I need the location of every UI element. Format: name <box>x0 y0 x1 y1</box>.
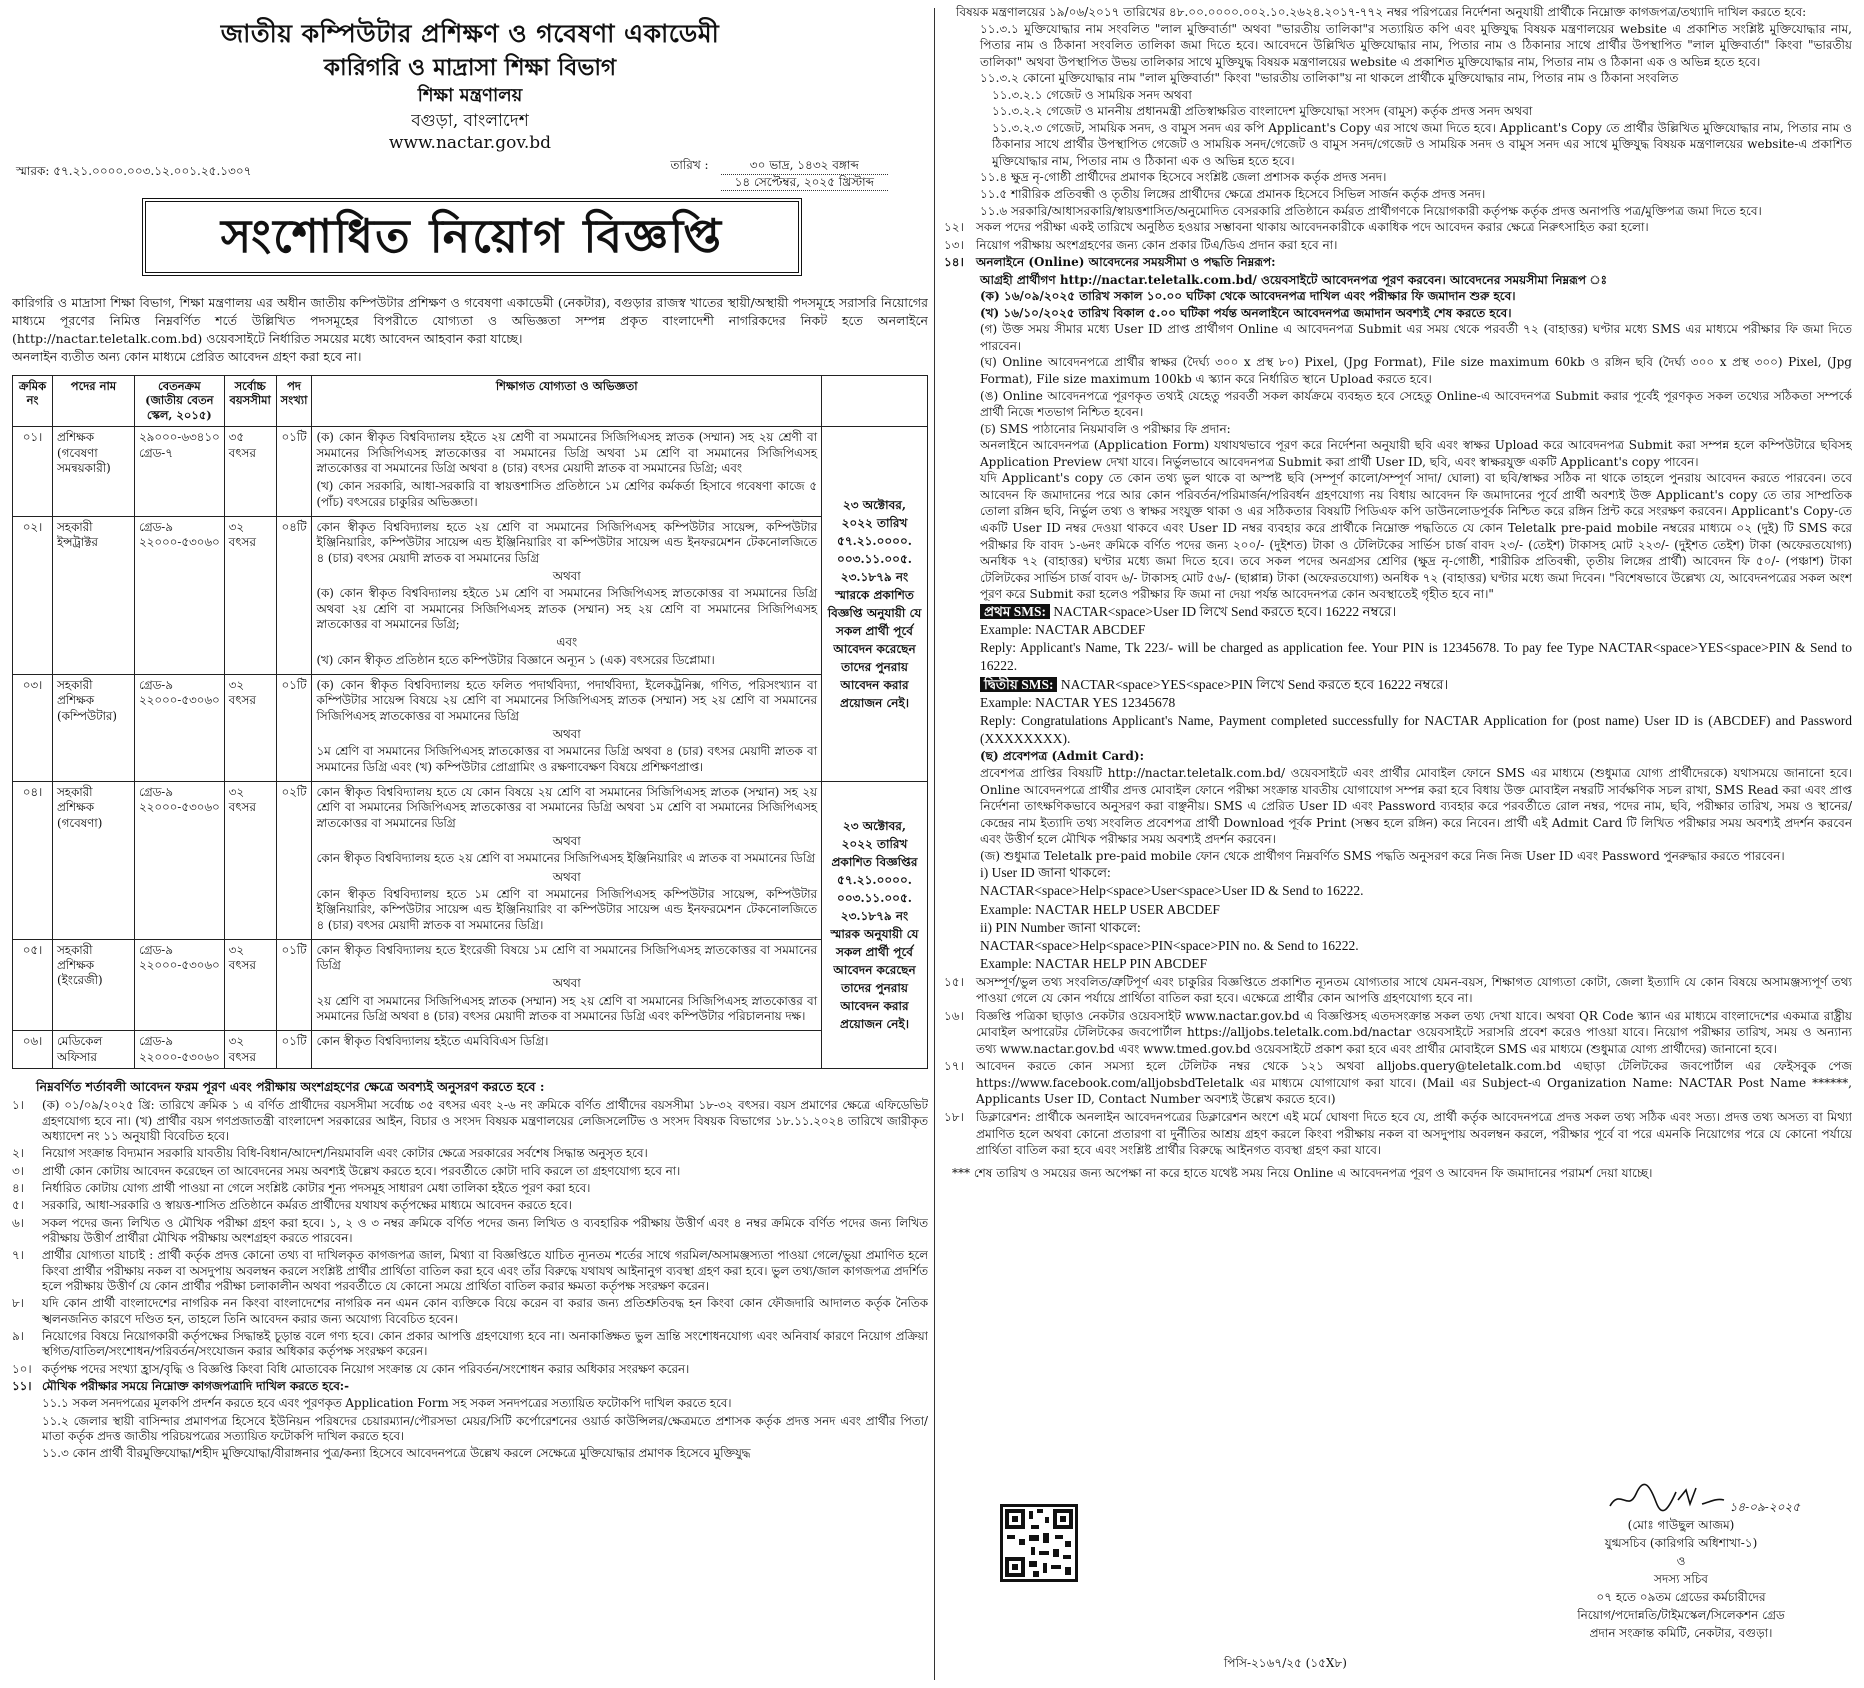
condition-number: ১১। <box>12 1378 32 1393</box>
pay-scale-cell: গ্রেড-৯ ২২০০০-৫৩০৬০ <box>135 516 225 674</box>
signature-block <box>1546 1482 1816 1642</box>
sms2-line: দ্বিতীয় SMS: NACTAR<space>YES<space>PIN লিখে Send করতে হবে 16222 নম্বরে। <box>944 676 1852 694</box>
retrieve-pin-cmd: NACTAR<space>Help<space>PIN<space>PIN no. & Send to 16222. <box>980 938 1359 954</box>
document-requirement: ১১.৩.২.২ গেজেট ও মাননীয় প্রধানমন্ত্রী প্রতিস্বাক্ষরিত বাংলাদেশ মুক্তিযোদ্ধা সংসদ (বামুস) কর্তৃক প্রদত্ত সনদ অথবা <box>992 104 1533 119</box>
signatory-role-line-2: ০৭ হতে ০৯তম গ্রেডের কর্মচারীদের <box>1596 1590 1766 1604</box>
retrieve-user-id: i) User ID জানা থাকলে: <box>980 865 1111 881</box>
application-step: (ঘ) Online আবেদনপত্রে প্রার্থীর স্বাক্ষর (দৈর্ঘ্য ৩০০ x প্রস্থ ৮০) Pixel, (Jpg Format), File size maximum 60kb ও রঙ্গিন ছবি (দৈর্ঘ্য ৩০০ x প্রস্থ ৩০০) Pixel, (Jpg Format), File size maximum 100kb এ স্ক্যান করে নির্ধারিত স্থানে Upload করতে হবে। <box>980 355 1852 387</box>
qualification-line: কোন স্বীকৃত বিশ্ববিদ্যালয় হইতে এমবিবিএস ডিগ্রি। <box>316 1034 549 1049</box>
document-requirement: ১১.৪ ক্ষুদ্র নৃ-গোষ্ঠী প্রার্থীদের প্রমাণক হিসেবে সংশ্লিষ্ট জেলা প্রশাসক কর্তৃক প্রদত্ত সনদ। <box>980 170 1387 185</box>
condition-item <box>12 1362 928 1377</box>
age-limit-cell: ৩২ বৎসর <box>224 781 276 939</box>
post-name-cell: মেডিকেল অফিসার <box>53 1031 135 1069</box>
condition-number: ২। <box>12 1146 24 1161</box>
post-count-cell: ০১টি <box>276 1031 312 1069</box>
item-12: ১২। সকল পদের পরীক্ষা একই তারিখে অনুষ্ঠিত হওয়ার সম্ভাবনা থাকায় আবেদনকারীকে একাধিক পদে আবেদন করার ক্ষেত্রে নিরুৎসাহিত করা হলো। <box>944 220 1649 235</box>
qualification-line: ১ম শ্রেণি বা সমমানের সিজিপিএসহ স্নাতকোত্তর বা সমমানের ডিগ্রি অথবা ৪ (চার) বৎসর মেয়াদী স্নাতক বা সমমানের ডিগ্রি এবং (খ) কম্পিউটার প্রোগ্রামিং ও রক্ষণাবেক্ষণ বিষয়ে প্রশিক্ষণপ্রাপ্ত। <box>316 744 817 774</box>
serial-cell: ০৬। <box>13 1031 53 1069</box>
item-17: ১৭। আবেদন করতে কোন সমস্যা হলে টেলিটক নম্বর থেকে ১২১ অথবা alljobs.query@teletalk.com.bd এছাড়া টেলিটকের জবপোর্টাল এর ফেইসবুক পেজ https://www.facebook.com/alljobsbdTeletalk এর মাধ্যমে যোগাযোগ করা যাবে। (Mail এর Subject-এ Organization Name: NACTAR Post Name ******, Applicants User ID, Contact Number অবশ্যই উল্লেখ করতে হবে।) <box>944 1059 1852 1107</box>
date-bangla: ৩০ ভাদ্র, ১৪৩২ বঙ্গাব্দ <box>721 158 888 175</box>
conditions-heading: নিম্নবর্ণিত শর্তাবলী আবেদন ফরম পূরণ এবং পরীক্ষায় অংশগ্রহণের ক্ষেত্রে অবশ্যই অনুসরণ করতে হবে : <box>36 1079 545 1095</box>
post-count-cell: ০২টি <box>276 781 312 939</box>
qualification-line: ২য় শ্রেণি বা সমমানের সিজিপিএসহ স্নাতক (সম্মান) সহ ২য় শ্রেণি বা সমমানের সিজিপিএসহ স্নাতকোত্তর বা সমমানের ডিগ্রি অথবা ৪ (চার) বৎসর মেয়াদী স্নাতক বা সমমানের ডিগ্রি এবং কম্পিউটার পরিচালনায় দক্ষ। <box>316 993 817 1024</box>
note-cell-1: ২৩ অক্টোবর, ২০২২ তারিখ ৫৭.২১.০০০০. ০০৩.১১.০০৫. ২৩.১৮৭৯ নং স্মারকে প্রকাশিত বিজ্ঞপ্তি অনুযায়ী যে সকল প্রার্থী পূর্বে আবেদন করেছেন তাদের পুনরায় আবেদন করার প্রয়োজন নেই। <box>822 427 928 782</box>
condition-subitem: ১১.২ জেলার স্থায়ী বাসিন্দার প্রমাণপত্র হিসেবে ইউনিয়ন পরিষদের চেয়ারম্যান/পৌরসভা মেয়র/সিটি কর্পোরেশনের ওয়ার্ড কাউন্সিলর/ক্ষেত্রমতে প্রশাসক কর্তৃক প্রদত্ত সনদ এবং প্রার্থীর পিতা/মাতা কর্তৃক প্রদত্ত জাতীয় পরিচয়পত্রের সত্যায়িত ফটোকপি দাখিল করতে হবে। <box>42 1413 928 1443</box>
print-reference: পিসি-২১৬৭/২৫ (১৫X৮) <box>1224 1656 1347 1670</box>
signature-date: ১৪-০৯-২০২৫ <box>1729 1500 1800 1514</box>
pay-scale-cell: গ্রেড-৯ ২২০০০-৫৩০৬০ <box>135 781 225 939</box>
qualification-cell <box>312 516 822 674</box>
condition-text: প্রার্থী কোন কোটায় আবেদন করেছেন তা আবেদনের সময় অবশ্যই উল্লেখ করতে হবে। পরবর্তীতে কোটা দাবি করলে তা গ্রহণযোগ্য হবে না। <box>42 1163 681 1178</box>
condition-item <box>12 1181 928 1196</box>
qualification-line: (ক) কোন স্বীকৃত বিশ্ববিদ্যালয় হইতে ২য় শ্রেণী বা সমমানের সিজিপিএসহ স্নাতক (সম্মান) সহ ২য় শ্রেণী বা সমমানের সিজিপিএসহ স্নাতকোত্তর বা সমমানের ডিগ্রি অথবা ১ম শ্রেণি বা সমমানের সিজিপিএসহ স্নাতকোত্তর বা সমমানের ডিগ্রি অথবা ৪ (চার) বৎসর মেয়াদী স্নাতক বা সমমানের ডিগ্রি; এবং <box>316 430 817 475</box>
document-requirement: ১১.৩.২.৩ গেজেট, সাময়িক সনদ, ও বামুস সনদ এর কপি Applicant's Copy এর সাথে জমা দিতে হবে। Applicant's Copy তে প্রার্থীর উল্লিখিত মুক্তিযোদ্ধার নাম, পিতার নাম ও ঠিকানার সাথে প্রার্থীর উপস্থাপিত গেজেট ও সাময়িক সনদ/গেজেট ও বামুস সনদ/গেজেট ও সাময়িক সনদ ও বামুস সনদ এর সাথে মুক্তিযুদ্ধ বিষয়ক মন্ত্রণালয়ের website-এ প্রকাশিত মুক্তিযোদ্ধার নাম, পিতার নাম ও ঠিকানা এক ও অভিন্ন হতে হবে। <box>992 120 1852 168</box>
qualification-line: কোন স্বীকৃত বিশ্ববিদ্যালয় হতে ২য় শ্রেণি বা সমমানের সিজিপিএসহ ইঞ্জিনিয়ারিং এ স্নাতক বা সমমানের ডিগ্রি <box>316 851 815 866</box>
post-count-cell: ০১টি <box>276 427 312 517</box>
col-post-count: পদ সংখ্যা <box>276 375 312 427</box>
condition-11-subitems <box>12 1396 928 1461</box>
website: www.nactar.gov.bd <box>388 132 552 153</box>
qualification-line: অথবা <box>552 833 581 848</box>
condition-text: প্রার্থীর যোগ্যতা যাচাই : প্রার্থী কর্তৃক প্রদত্ত কোনো তথ্য বা দাখিলকৃত কাগজপত্র জাল, মিথ্যা বা বিজ্ঞপ্তিতে যাচিত ন্যূনতম শর্তের সাথে গরমিল/অসামঞ্জস্যতা পাওয়া গেলে/ভুয়া প্রমাণিত হলে কিংবা প্রার্থীর পরীক্ষায় নকল বা অসদুপায় অবলম্বন করলে সংশ্লিষ্ট প্রার্থীর প্রার্থিতা বাতিল করা হবে এবং তাঁর বিরুদ্ধে যথাযথ আইনানুগ ব্যবস্থা গ্রহণ করা হবে। ভুল তথ্য/জাল কাগজপত্র প্রদর্শিত হলে পরীক্ষায় উত্তীর্ণ যে কোন প্রার্থীর পরীক্ষা চলাকালীন অথবা পরবর্তীতে যে কোনো সময়ে প্রার্থিতা বাতিল করার ক্ষমতা কর্তৃপক্ষ সংরক্ষণ করেন। <box>42 1248 928 1293</box>
qualification-cell <box>312 1031 822 1069</box>
final-advice: *** শেষ তারিখ ও সময়ের জন্য অপেক্ষা না করে হাতে যথেষ্ট সময় নিয়ে Online এ আবেদনপত্র পূরণ ও আবেদন ফি জমাদানের পরামর্শ দেয়া যাচ্ছে। <box>952 1165 1653 1180</box>
col-post-name: পদের নাম <box>53 375 135 427</box>
col-qualification: শিক্ষাগত যোগ্যতা ও অভিজ্ঞতা <box>312 375 822 427</box>
serial-cell: ০১। <box>13 427 53 517</box>
col-note <box>822 375 928 427</box>
condition-text: কর্তৃপক্ষ পদের সংখ্যা হ্রাস/বৃদ্ধি ও বিজ্ঞপ্তি কিংবা বিধি মোতাবেক নিয়োগ সংক্রান্ত যে কোন পরিবর্তন/সংশোধন করার অধিকার সংরক্ষণ করেন। <box>42 1361 690 1376</box>
ministry-name: শিক্ষা মন্ত্রণালয় <box>417 85 523 107</box>
mofla-paragraph: বিষয়ক মন্ত্রণালয়ের ১৯/০৬/২০১৭ তারিখের ৪৮.০০.০০০০.০০২.১০.২৬২৪.২০১৭-৭৭২ নম্বর পরিপত্রের নির্দেশনা অনুযায়ী প্রার্থীকে নিম্নোক্ত কাগজপত্র/তথ্যাদি দাখিল করতে হবে: <box>956 5 1807 19</box>
date-block <box>670 158 888 191</box>
post-name-cell: সহকারী প্রশিক্ষক (কম্পিউটার) <box>53 674 135 781</box>
condition-item <box>12 1379 928 1394</box>
pay-scale-cell: গ্রেড-৯ ২২০০০-৫৩০৬০ <box>135 1031 225 1069</box>
pay-scale-cell: গ্রেড-৯ ২২০০০-৫৩০৬০ <box>135 939 225 1031</box>
item-15: ১৫। অসম্পূর্ণ/ভুল তথ্য সংবলিত/ত্রুটিপূর্ণ এবং চাকুরির বিজ্ঞপ্তিতে প্রকাশিত ন্যূনতম যোগ্যতার সাথে যেমন-বয়স, শিক্ষাগত যোগ্যতা কোটা, জেলা ইত্যাদি যে কোন বিষয়ে অসামঞ্জস্যপূর্ণ তথ্য পাওয়া গেলে যে কোন পর্যায়ে প্রার্থিতা বাতিল করা হবে। এক্ষেত্রে প্রার্থীর কোন আপত্তি গ্রহণযোগ্য হবে না। <box>944 974 1852 1006</box>
condition-text: নিয়োগ সংক্রান্ত বিদ্যমান সরকারি যাবতীয় বিধি-বিধান/আদেশ/নিয়মাবলি এবং কোটার ক্ষেত্রে সরকারের সর্বশেষ সিদ্ধান্ত অনুসৃত হবে। <box>42 1146 648 1161</box>
application-step: (খ) ১৬/১০/২০২৫ তারিখ বিকাল ৫.০০ ঘটিকা পর্যন্ত অনলাইনে আবেদনপত্র জমাদান অবশ্যই শেষ করতে হবে। <box>980 305 1512 320</box>
condition-number: ১০। <box>12 1361 32 1376</box>
qualification-line: অথবা <box>552 568 581 583</box>
serial-cell: ০২। <box>13 516 53 674</box>
note-cell-2: ২৩ অক্টোবর, ২০২২ তারিখ প্রকাশিত বিজ্ঞপ্তির ৫৭.২১.০০০০. ০০৩.১১.০০৫. ২৩.১৮৭৯ নং স্মারক অনুযায়ী যে সকল প্রার্থী পূর্বে আবেদন করেছেন তাদের পুনরায় আবেদন করার প্রয়োজন নেই। <box>822 781 928 1068</box>
age-limit-cell: ৩২ বৎসর <box>224 939 276 1031</box>
qualification-line: কোন স্বীকৃত বিশ্ববিদ্যালয় হতে ২য় শ্রেণি বা সমমানের সিজিপিএসহ কম্পিউটার সায়েন্স, কম্পিউটার ইঞ্জিনিয়ারিং, কম্পিউটার সায়েন্স এন্ড ইঞ্জিনিয়ারিং বা কম্পিউটার সায়েন্স এন্ড ইনফরমেশন টেকনোলজিতে ৪ (চার) বৎসর মেয়াদী স্নাতক বা সমমানের ডিগ্রি <box>316 519 817 565</box>
pay-scale-cell: ২৯০০০-৬৩৪১০ গ্রেড-৭ <box>135 427 225 517</box>
notice-title: সংশোধিত নিয়োগ বিজ্ঞপ্তি <box>142 198 802 276</box>
retrieve-user-id-example: Example: NACTAR HELP USER ABCDEF <box>980 901 1220 917</box>
post-name-cell: সহকারী প্রশিক্ষক (গবেষণা) <box>53 781 135 939</box>
qr-code[interactable] <box>1000 1504 1078 1582</box>
document-requirement: ১১.৫ শারীরিক প্রতিবন্ধী ও তৃতীয় লিঙ্গের প্রার্থীদের ক্ষেত্রে প্রমানক হিসেবে সিভিল সার্জন কর্তৃক প্রদত্ত সনদ। <box>980 187 1486 202</box>
admit-card-heading: (ছ) প্রবেশপত্র (Admit Card): <box>980 749 1145 764</box>
condition-item <box>12 1146 928 1161</box>
document-requirement: ১১.৩.১ মুক্তিযোদ্ধার নাম সংবলিত "লাল মুক্তিবার্তা" অথবা "ভারতীয় তালিকা"র সত্যায়িত কপি এবং মুক্তিযুদ্ধ বিষয়ক মন্ত্রণালয়ের website এ প্রকাশিত সংশ্লিষ্ট মুক্তিযোদ্ধার নাম, পিতার নাম ও ঠিকানা সংবলিত তালিকা জমা দিতে হবে। আবেদনে উল্লিখিত মুক্তিযোদ্ধার নাম, পিতার নাম ও ঠিকানার সাথে প্রার্থীর উপস্থাপিত "লাল মুক্তিবার্তা" কিংবা "ভারতীয় তালিকা" অথবা উপস্থাপিত উভয় তালিকার সাথে মুক্তিযুদ্ধ বিষয়ক মন্ত্রণালয়ের website এ প্রকাশিত মুক্তিযোদ্ধার নাম, পিতার নাম ও ঠিকানা এক ও অভিন্ন হতে হবে। <box>980 21 1852 69</box>
item-16: ১৬। বিজ্ঞপ্তি পত্রিকা ছাড়াও নেকটার ওয়েবসাইট www.nactar.gov.bd এ বিজ্ঞপ্তিসহ এতদসংক্রান্ত সকল তথ্য দেখা যাবে। অথবা QR Code স্ক্যান এর মাধ্যমে বাংলাদেশের একমাত্র রাষ্ট্রীয় মোবাইল অপারেটর টেলিটকের জবপোর্টাল https://alljobs.teletalk.com.bd/nactar ওয়েবসাইটে সরাসরি প্রবেশ করেও পাওয়া যাবে। নিয়োগ পরীক্ষার তারিখ, সময় ও অন্যান্য তথ্য www.nactar.gov.bd এবং www.tmed.gov.bd ওয়েবসাইটে প্রকাশ করা হবে এবং প্রার্থীর মোবাইলে SMS এর মাধ্যমে (শুধুমাত্র যোগ্য প্রার্থীদের) জানানো হবে। <box>944 1008 1852 1056</box>
qualification-cell <box>312 781 822 939</box>
qualification-cell <box>312 427 822 517</box>
condition-item <box>12 1198 928 1213</box>
post-count-cell: ০৪টি <box>276 516 312 674</box>
col-serial: ক্রমিক নং <box>13 375 53 427</box>
post-name-cell: সহকারী ইন্সট্রাক্টর <box>53 516 135 674</box>
condition-text: নির্ধারিত কোটায় যোগ্য প্রার্থী পাওয়া না গেলে সংশ্লিষ্ট কোটার শূন্য পদসমূহ সাধারণ মেধা তালিকা হইতে পূরণ করা হবে। <box>42 1181 591 1196</box>
intro-paragraph: কারিগরি ও মাদ্রাসা শিক্ষা বিভাগ, শিক্ষা মন্ত্রণালয় এর অধীন জাতীয় কম্পিউটার প্রশিক্ষণ ও গবেষণা একাডেমী (নেকটার), বগুড়ার রাজস্ব খাতের স্থায়ী/অস্থায়ী পদসমূহে সরাসরি নিয়োগের মাধ্যমে পূরণের নিমিত্ত নিম্নবর্ণিত শর্তে উল্লিখিত পদসমূহের বিপরীতে যোগ্যতা ও অভিজ্ঞতা সম্পন্ন প্রকৃত বাংলাদেশী নাগরিকদের নিকট হতে অনলাইনে (http://nactar.teletalk.com.bd) ওয়েবসাইটে নির্ধারিত সময়ের মধ্যে আবেদন আহবান করা যাচ্ছে। <box>12 295 928 347</box>
retrieve-text: (জ) শুধুমাত্র Teletalk pre-paid mobile ফোন থেকে প্রার্থীগণ নিম্নবর্ণিত SMS পদ্ধতি অনুসরণ করে নিজ নিজ User ID এবং Password পুনরুদ্ধার করতে পারবেন। <box>980 848 1785 863</box>
document-requirement: ১১.৩.২.১ গেজেট ও সাময়িক সনদ অথবা <box>992 87 1192 102</box>
condition-item <box>12 1216 928 1247</box>
sms1-example: Example: NACTAR ABCDEF <box>980 621 1146 637</box>
signatory-designation: যুগ্মসচিব (কারিগরি অধিশাখা-১) <box>1604 1536 1758 1550</box>
serial-cell: ০৪। <box>13 781 53 939</box>
sms2-reply: Reply: Congratulations Applicant's Name, Payment completed successfully for NACTAR Application for (post name) User ID is (ABCDEF) and Password (XXXXXXXX). <box>980 713 1852 747</box>
document-requirement: ১১.৩.২ কোনো মুক্তিযোদ্ধার নাম "লাল মুক্তিবার্তা" কিংবা "ভারতীয় তালিকা"য় না থাকলে প্রার্থীকে মুক্তিযোদ্ধার নাম, পিতার নাম ও ঠিকানা সংবলিত <box>980 71 1679 86</box>
signatory-name: (মোঃ গাউছুল আজম) <box>1627 1518 1735 1532</box>
condition-number: ৭। <box>12 1248 24 1263</box>
qualification-line: (ক) কোন স্বীকৃত বিশ্ববিদ্যালয় হইতে ১ম শ্রেণি বা সমমানের সিজিপিএসহ স্নাতকোত্তর বা সমমানের ডিগ্রি অথবা ২য় শ্রেণি বা সমমানের সিজিপিএসহ স্নাতক (সম্মান) সহ ২য় শ্রেণি বা সমমানের সিজিপিএসহ স্নাতকোত্তর বা সমমানের ডিগ্রি; <box>316 586 817 631</box>
qualification-line: অথবা <box>552 976 581 991</box>
qualification-line: কোন স্বীকৃত বিশ্ববিদ্যালয় হতে যে কোন বিষয়ে ২য় শ্রেণি বা সমমানের সিজিপিএসহ স্নাতক (সম্মান) সহ ২য় শ্রেণি বা সমমানের সিজিপিএসহ স্নাতকোত্তর বা সমমানের ডিগ্রি অথবা ১ম শ্রেণি বা সমমানের সিজিপিএসহ স্নাতকোত্তর বা সমমানের ডিগ্রি <box>316 784 817 830</box>
post-name-cell: সহকারী প্রশিক্ষক (ইংরেজী) <box>53 939 135 1031</box>
qualification-line: (খ) কোন সরকারি, আধা-সরকারি বা স্বায়ত্তশাসিত প্রতিষ্ঠানে ১ম শ্রেণির কর্মকর্তা হিসাবে গবেষণা কাজে ৫ (পাঁচ) বৎসরের চাকুরির অভিজ্ঞতা। <box>316 479 817 509</box>
vacancy-table <box>12 375 928 1070</box>
table-header-row <box>13 375 928 427</box>
serial-cell: ০৫। <box>13 939 53 1031</box>
document-requirement: ১১.৬ সরকারি/আধাসরকারি/স্বায়ত্তশাসিত/অনুমোদিত বেসরকারি প্রতিষ্ঠানে কর্মরত প্রার্থীগণকে নিয়োগকারী কর্তৃপক্ষ কর্তৃক প্রদত্ত অনাপত্তি পত্র/মুক্তিপত্র জমা দিতে হবে। <box>980 203 1762 218</box>
intro-note: অনলাইন ব্যতীত অন্য কোন মাধ্যমে প্রেরিত আবেদন গ্রহণ করা হবে না। <box>12 349 362 365</box>
signatory-role-line-3: নিয়োগ/পদোন্নতি/টাইমস্কেল/সিলেকশন গ্রেড <box>1577 1608 1785 1622</box>
col-pay-scale: বেতনক্রম (জাতীয় বেতন স্কেল, ২০১৫) <box>135 375 225 427</box>
table-row <box>13 427 928 517</box>
item-14: ১৪। অনলাইনে (Online) আবেদনের সময়সীমা ও পদ্ধতি নিম্নরূপ: <box>944 255 1276 270</box>
serial-cell: ০৩। <box>13 674 53 781</box>
qualification-line: এবং <box>556 635 578 650</box>
age-limit-cell: ৩২ বৎসর <box>224 1031 276 1069</box>
table-row <box>13 781 928 939</box>
application-step: (ক) ১৬/০৯/২০২৫ তারিখ সকাল ১০.০০ ঘটিকা থেকে আবেদনপত্র দাখিল এবং পরীক্ষার ফি জমাদান শুরু হবে। <box>980 289 1516 304</box>
retrieve-user-id-cmd: NACTAR<space>Help<space>User<space>User ID & Send to 16222. <box>980 883 1364 899</box>
condition-text: মৌখিক পরীক্ষার সময়ে নিম্নোক্ত কাগজপত্রাদি দাখিল করতে হবে:- <box>42 1378 350 1393</box>
condition-text: যদি কোন প্রার্থী বাংলাদেশের নাগরিক নন কিংবা বাংলাদেশের নাগরিক নন এমন কোন ব্যক্তিকে বিয়ে করেন বা করার জন্য প্রতিশ্রুতিবদ্ধ হন কিংবা কোন ফৌজদারি আদালত কর্তৃক নৈতিক স্খলনজনিত কারণে দণ্ডিত হন, তাহলে তিনি আবেদন করার জন্য অযোগ্য বিবেচিত হবেন। <box>42 1296 928 1326</box>
condition-number: ৮। <box>12 1296 24 1311</box>
table-row <box>13 1031 928 1069</box>
condition-text: সকল পদের জন্য লিখিত ও মৌখিক পরীক্ষা গ্রহণ করা হবে। ১, ২ ও ৩ নম্বর ক্রমিকে বর্ণিত পদের জন্য লিখিত ও ব্যবহারিক পরীক্ষায় উত্তীর্ণ এবং ৪ নম্বর ক্রমিকে বর্ণিত পদের জন্য লিখিত পরীক্ষায় উত্তীর্ণ প্রার্থীরা মৌখিক পরীক্ষায় অংশগ্রহণ করতে পারবেন। <box>42 1215 928 1245</box>
condition-item <box>12 1248 928 1294</box>
age-limit-cell: ৩২ বৎসর <box>224 674 276 781</box>
condition-subitem: ১১.৩ কোন প্রার্থী বীরমুক্তিযোদ্ধা/শহীদ মুক্তিযোদ্ধা/বীরাঙ্গনার পুত্র/কন্যা হিসেবে আবেদনপত্রে উল্লেখ করলে সেক্ষেত্রে মুক্তিযোদ্ধার প্রমাণক হিসেবে মুক্তিযুদ্ধ <box>42 1446 751 1461</box>
post-count-cell: ০১টি <box>276 939 312 1031</box>
item-13: ১৩। নিয়োগ পরীক্ষায় অংশগ্রহণের জন্য কোন প্রকার টিএ/ডিএ প্রদান করা হবে না। <box>944 237 1338 252</box>
age-limit-cell: ৩২ বৎসর <box>224 516 276 674</box>
item-18: ১৮। ডিক্লারেশন: প্রার্থীকে অনলাইন আবেদনপত্রের ডিক্লারেশন অংশে এই মর্মে ঘোষণা দিতে হবে যে, প্রার্থী কর্তৃক আবেদনপত্রে প্রদত্ত সকল তথ্য সঠিক এবং সত্য। প্রদত্ত তথ্য অসত্য বা মিথ্যা প্রমাণিত হলে অথবা কোনো প্রতারণা বা দুর্নীতির আশ্রয় গ্রহণ করলে কিংবা পরীক্ষায় নকল বা অসদুপায় অবলম্বন করলে, পরীক্ষার পূর্বে বা পরে এমনকি নিয়োগের পরে যে কোনো পর্যায়ে প্রার্থিতা বাতিল করা হবে এবং সংশ্লিষ্ট প্রার্থীর বিরুদ্ধে আইনগত ব্যবস্থা গ্রহণ করা যাবে। <box>944 1109 1852 1158</box>
signatory-role: সদস্য সচিব <box>1654 1572 1708 1586</box>
location: বগুড়া, বাংলাদেশ <box>411 110 529 131</box>
sms1-tag: প্রথম SMS: <box>980 604 1050 619</box>
condition-number: ৪। <box>12 1181 24 1196</box>
table-row <box>13 516 928 674</box>
qualification-line: (খ) কোন স্বীকৃত প্রতিষ্ঠান হতে কম্পিউটার বিজ্ঞানে অন্যূন ১ (এক) বৎসরের ডিপ্লোমা। <box>316 652 715 667</box>
sms2-example: Example: NACTAR YES 12345678 <box>980 694 1176 710</box>
condition-item <box>12 1329 928 1360</box>
application-step: (ঙ) Online আবেদনপত্রে পূরণকৃত তথ্যই যেহেতু পরবর্তী সকল কার্যক্রমে ব্যবহৃত হবে সেহেতু Online-এ আবেদনপত্র Submit করার পূর্বেই পূরণকৃত সকল তথ্যের সঠিকতা সম্পর্কে প্রার্থী নিজে শতভাগ নিশ্চিত হবেন। <box>980 388 1852 420</box>
condition-text: সরকারি, আধা-সরকারি ও স্বায়ত্ত-শাসিত প্রতিষ্ঠানে কর্মরত প্রার্থীদের যথাযথ কর্তৃপক্ষের মাধ্যমে আবেদন করতে হবে। <box>42 1198 572 1213</box>
org-name: জাতীয় কম্পিউটার প্রশিক্ষণ ও গবেষণা একাডেমী <box>220 19 720 48</box>
condition-item <box>12 1296 928 1327</box>
qualification-cell <box>312 674 822 781</box>
signatory-role-line-4: প্রদান সংক্রান্ত কমিটি, নেকটার, বগুড়া। <box>1589 1626 1773 1640</box>
signature <box>1546 1482 1816 1516</box>
memo-number: স্মারক: ৫৭.২১.০০০০.০০৩.১২.০০১.২৫.১৩০৭ <box>16 164 252 178</box>
condition-number: ১। <box>12 1098 24 1113</box>
post-count-cell: ০১টি <box>276 674 312 781</box>
condition-item <box>12 1164 928 1179</box>
qr-code-icon <box>1003 1507 1075 1579</box>
qualification-line: (ক) কোন স্বীকৃত বিশ্ববিদ্যালয় হতে ফলিত পদার্থবিদ্যা, পদার্থবিদ্যা, ইলেকট্রনিক্স, গণিত, পরিসংখ্যান বা কম্পিউটার সায়েন্স বিষয়ে ২য় শ্রেণি বা সমমানের সিজিপিএসহ স্নাতক (সম্মান) সহ ২য় শ্রেণি বা সমমানের সিজিপিএসহ স্নাতকোত্তর বা সমমানের ডিগ্রি <box>316 677 817 723</box>
freedom-fighter-docs <box>944 21 1852 220</box>
condition-number: ৫। <box>12 1198 24 1213</box>
sms1-line: প্রথম SMS: NACTAR<space>User ID লিখে Send করতে হবে। 16222 নম্বরে। <box>944 603 1852 621</box>
condition-number: ৩। <box>12 1163 24 1178</box>
application-step: (গ) উক্ত সময় সীমার মধ্যে User ID প্রাপ্ত প্রার্থীগণ Online এ আবেদনপত্র Submit এর সময় থেকে পরবর্তী ৭২ (বাহাত্তর) ঘণ্টার মধ্যে SMS এর মাধ্যমে পরীক্ষার ফি জমা দিতে পারবেন। <box>980 322 1852 353</box>
condition-number: ৬। <box>12 1215 24 1230</box>
col-age-limit: সর্বোচ্চ বয়সসীমা <box>224 375 276 427</box>
condition-text: (ক) ০১/০৯/২০২৫ খ্রি: তারিখে ক্রমিক ১ এ বর্ণিত প্রার্থীদের বয়সসীমা সর্বোচ্চ ৩৫ বৎসর এবং ২-৬ নং ক্রমিকে বর্ণিত প্রার্থীদের বয়সসীমা ১৮-৩২ বৎসর। বয়স প্রমাণের ক্ষেত্রে এফিডেভিট গ্রহণযোগ্য হবে না। (খ) প্রার্থীর বয়স গণপ্রজাতন্ত্রী বাংলাদেশ সরকারের আইন, বিচার ও সংসদ বিষয়ক মন্ত্রণালয়ের লেজিসলেটিভ ও সংসদ বিষয়ক বিভাগের ১৮.১১.২০২৪ তারিখে জারীকৃত অধ্যাদেশ নং ১১ অনুযায়ী বিবেচিত হবে। <box>42 1098 928 1144</box>
column-divider <box>934 8 935 1680</box>
application-step: অনলাইনে আবেদনপত্র (Application Form) যথাযথভাবে পূরণ করে নির্দেশনা অনুযায়ী ছবি এবং স্বাক্ষর Upload করে আবেদনপত্র Submit করা সম্পন্ন হলে কম্পিউটারে ছবিসহ Application Preview দেখা যাবে। নির্ভুলভাবে আবেদনপত্র Submit করা প্রার্থী User ID, ছবি, এবং স্বাক্ষরযুক্ত একটি Applicant's copy পাবেন। <box>980 438 1852 469</box>
letterhead <box>12 18 928 189</box>
online-application-steps <box>944 272 1852 603</box>
division-name: কারিগরি ও মাদ্রাসা শিক্ষা বিভাগ <box>323 53 617 81</box>
age-limit-cell: ৩৫ বৎসর <box>224 427 276 517</box>
qualification-line: কোন স্বীকৃত বিশ্ববিদ্যালয় হতে ইংরেজী বিষয়ে ১ম শ্রেণি বা সমমানের সিজিপিএসহ স্নাতকোত্তর বা সমমানের ডিগ্রি <box>316 942 817 973</box>
sms1-reply: Reply: Applicant's Name, Tk 223/- will be charged as application fee. Your PIN is 12345678. To pay fee Type NACTAR<space>YES<space>PIN & Send to 16222. <box>980 640 1852 674</box>
right-column <box>944 4 1852 1680</box>
post-name-cell: প্রশিক্ষক (গবেষণা সমন্বয়কারী) <box>53 427 135 517</box>
signatory-and: ও <box>1676 1554 1686 1568</box>
retrieve-pin: ii) PIN Number জানা থাকলে: <box>980 919 1141 935</box>
date-label: তারিখ : <box>670 158 709 172</box>
condition-text: নিয়োগের বিষয়ে নিয়োগকারী কর্তৃপক্ষের সিদ্ধান্তই চূড়ান্ত বলে গণ্য হবে। কোন প্রকার আপত্তি গ্রহণযোগ্য হবে না। অনাকাঙ্ক্ষিত ভুল ভ্রান্তি সংশোধনযোগ্য এবং অনিবার্য কারণে নিয়োগ প্রক্রিয়া স্থগিত/বাতিল/সংশোধন/পরিবর্তন/সংযোজন করার অধিকার কর্তৃপক্ষ সংরক্ষণ করেন। <box>42 1328 928 1359</box>
qualification-line: অথবা <box>552 869 581 884</box>
admit-card-text: প্রবেশপত্র প্রাপ্তির বিষয়টি http://nactar.teletalk.com.bd/ ওয়েবসাইটে এবং প্রার্থীর মোবাইল ফোনে SMS এর মাধ্যমে (শুধুমাত্র যোগ্য প্রার্থীদেরকে) যথাসময়ে জানানো হবে। Online আবেদনপত্রে প্রার্থীর প্রদত্ত মোবাইল ফোনে পরীক্ষা সংক্রান্ত যাবতীয় যোগাযোগ সম্পন্ন করা হবে বিধায় উক্ত মোবাইল নম্বরটি সার্বক্ষণিক সচল রাখা, SMS Read করা এবং প্রাপ্ত নির্দেশনা তাৎক্ষণিকভাবে অনুসরণ করা বাঞ্ছনীয়। SMS এ প্রেরিত User ID এবং Password ব্যবহার করে পরবর্তীতে রোল নম্বর, পদের নাম, ছবি, পরীক্ষার তারিখ, সময় ও স্থানের/কেন্দ্রের নাম ইত্যাদি তথ্য সংবলিত প্রবেশপত্র প্রার্থী Download পূর্বক Print (সম্ভব হলে রঙ্গিন) করে নিবেন। প্রার্থী এই Admit Card টি লিখিত পরীক্ষার সময় অবশ্যই প্রদর্শন করবেন এবং উত্তীর্ণ হলে মৌখিক পরীক্ষার সময় অবশ্যই প্রদর্শন করবেন। <box>980 765 1852 847</box>
sms2-tag: দ্বিতীয় SMS: <box>980 677 1057 692</box>
qualification-line: কোন স্বীকৃত বিশ্ববিদ্যালয় হতে ১ম শ্রেণি বা সমমানের সিজিপিএসহ কম্পিউটার সায়েন্স, কম্পিউটার ইঞ্জিনিয়ারিং, কম্পিউটার সায়েন্স এন্ড ইঞ্জিনিয়ারিং বা কম্পিউটার সায়েন্স এন্ড ইনফরমেশন টেকনোলজিতে ৪ (চার) বৎসর মেয়াদী স্নাতক বা সমমানের ডিগ্রি। <box>316 886 817 932</box>
date-english: ১৪ সেপ্টেম্বর, ২০২৫ খ্রিস্টাব্দ <box>721 175 888 192</box>
application-step: যদি Applicant's copy তে কোন তথ্য ভুল থাকে বা অস্পষ্ট ছবি (সম্পূর্ণ কালো/সম্পূর্ণ সাদা/ ঘোলা) বা ছবি/স্বাক্ষর সঠিক না থাকে তাহলে পুনরায় আবেদন করতে পারবেন। তবে আবেদন ফি জমাদানের পরে আর কোন পরিবর্তন/পরিমার্জন/পরিবর্ধন গ্রহণযোগ্য নয় বিধায় আবেদন ফি জমাদানের পূর্বে প্রার্থী অবশ্যই উক্ত Applicant's copy তে তার সাম্প্রতিক তোলা রঙ্গিন ছবি, নির্ভুল তথ্য ও স্বাক্ষর সংযুক্ত থাকা ও এর সঠিকতার বিষয়টি পিডিএফ কপি ডাউনলোডপূর্বক নিশ্চিত করে রঙ্গিন প্রিন্ট করে সংরক্ষণ করবেন। Applicant's Copy-তে একটি User ID নম্বর দেওয়া থাকবে এবং User ID নম্বর ব্যবহার করে প্রার্থীকে নিম্নোক্ত পদ্ধতিতে যে কোন Teletalk pre-paid mobile নম্বরের মাধ্যমে ০২ (দুই) টি SMS করে পরীক্ষার ফি বাবদ ১-৬নং ক্রমিকে বর্ণিত পদের জন্য ২০০/- (দুইশত) টাকা ও টেলিটকের সার্ভিস চার্জ বাবদ ২৩/- (তেইশ) টাকাসহ মোট ২২৩/- (দুইশত তেইশ) টাকা (অফেরতযোগ্য) অনধিক ৭২ (বাহাত্তর) ঘণ্টার মধ্যে জমা দিতে হবে। তবে সকল পদের অনগ্রসর শ্রেণির (ক্ষুদ্র নৃ-গোষ্ঠী, শারীরিক প্রতিবন্ধী, তৃতীয় লিঙ্গের প্রার্থী) আবেদন ফি ৫০/- (পঞ্চাশ) টাকা টেলিটকের সার্ভিস চার্জ বাবদ ৬/- টাকাসহ মোট ৫৬/- (ছাপ্পান্ন) টাকা (অফেরতযোগ্য) অনধিক ৭২ (বাহাত্তর) ঘণ্টার মধ্যে জমা দিবেন। "বিশেষভাবে উল্লেখ্য যে, আবেদনপত্রের সকল অংশ পূরণ করে Submit করা হলেও পরীক্ষার ফি জমা না দেয়া পর্যন্ত আবেদনপত্র কোন অবস্থাতেই গৃহীত হবে না।" <box>980 471 1852 602</box>
condition-item <box>12 1098 928 1144</box>
condition-number: ৯। <box>12 1328 24 1343</box>
retrieve-pin-example: Example: NACTAR HELP PIN ABCDEF <box>980 956 1208 972</box>
application-step: (চ) SMS পাঠানোর নিয়মাবলি ও পরীক্ষার ফি প্রদান: <box>980 421 1231 436</box>
application-step: আগ্রহী প্রার্থীগণ http://nactar.teletalk.com.bd/ ওয়েবসাইটে আবেদনপত্র পূরণ করবেন। আবেদনের সময়সীমা নিম্নরূপ ঃ <box>980 272 1608 287</box>
left-column <box>12 8 928 1680</box>
condition-subitem: ১১.১ সকল সনদপত্রের মূলকপি প্রদর্শন করতে হবে এবং পূরণকৃত Application Form সহ সকল সনদপত্রের সত্যায়িত ফটোকপি দাখিল করতে হবে। <box>42 1396 732 1411</box>
conditions-list <box>12 1098 928 1394</box>
pay-scale-cell: গ্রেড-৯ ২২০০০-৫৩০৬০ <box>135 674 225 781</box>
qualification-line: অথবা <box>552 726 581 741</box>
table-row <box>13 939 928 1031</box>
qualification-cell <box>312 939 822 1031</box>
table-row <box>13 674 928 781</box>
